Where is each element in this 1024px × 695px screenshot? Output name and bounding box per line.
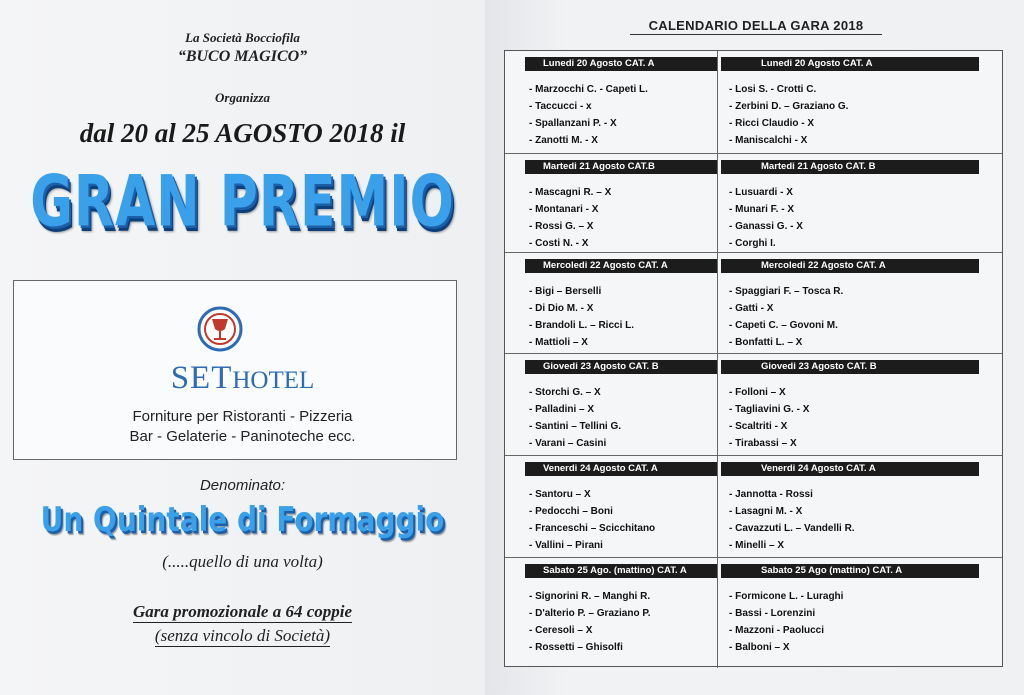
match-entry: - Di Dio M. - X: [529, 303, 594, 314]
match-entry: - Brandoli L. – Ricci L.: [529, 320, 635, 331]
sponsor-line-1: Forniture per Ristoranti - Pizzeria: [132, 408, 353, 425]
match-entry: - Zerbini D. – Graziano G.: [729, 101, 849, 112]
match-list-left: [529, 283, 715, 351]
column-divider: [717, 456, 718, 557]
match-entry: - Bonfatti L. – X: [729, 337, 803, 348]
match-entry: - Losi S. - Crotti C.: [729, 84, 817, 95]
day-header-left: Venerdi 24 Agosto CAT. A: [525, 462, 717, 476]
match-entry: - Mattioli – X: [529, 337, 588, 348]
column-divider: [717, 51, 718, 153]
gara-description: [0, 602, 485, 622]
match-entry: - Varani – Casini: [529, 438, 607, 449]
match-entry: - Bigi – Berselli: [529, 286, 602, 297]
match-entry: - D'alterio P. – Graziano P.: [529, 608, 651, 619]
match-entry: - Cavazzuti L. – Vandelli R.: [729, 523, 855, 534]
event-dates: dal 20 al 25 AGOSTO 2018 il: [79, 118, 406, 148]
match-entry: - Vallini – Pirani: [529, 540, 603, 551]
match-entry: - Jannotta - Rossi: [729, 489, 813, 500]
event-title: GRAN PREMIO: [30, 162, 455, 243]
column-divider: [717, 354, 718, 455]
match-list-left: [529, 184, 715, 252]
match-entry: - Lasagni M. - X: [729, 506, 803, 517]
match-list-left: [529, 588, 715, 656]
club-name: “BUCO MAGICO”: [177, 48, 308, 65]
match-entry: - Spaggiari F. – Tosca R.: [729, 286, 844, 297]
day-block: [505, 252, 1002, 353]
prize-name: Un Quintale di Formaggio: [40, 500, 445, 540]
match-entry: - Montanari - X: [529, 204, 599, 215]
denominato-label: Denominato:: [199, 477, 286, 494]
match-entry: - Zanotti M. - X: [529, 135, 598, 146]
match-entry: - Mascagni R. – X: [529, 187, 612, 198]
society-label: La Società Bocciofila: [185, 30, 300, 45]
match-entry: - Santoru – X: [529, 489, 591, 500]
sponsor-name: [0, 360, 485, 397]
day-block: [505, 51, 1002, 153]
match-entry: - Marzocchi C. - Capeti L.: [529, 84, 648, 95]
match-entry: - Folloni – X: [729, 387, 786, 398]
match-entry: - Scaltriti - X: [729, 421, 788, 432]
match-list-right: [729, 384, 999, 452]
match-entry: - Capeti C. – Govoni M.: [729, 320, 838, 331]
match-entry: - Lusuardi - X: [729, 187, 793, 198]
match-list-right: [729, 283, 999, 351]
senza-text: (senza vincolo di Società): [154, 626, 331, 645]
match-list-left: [529, 81, 715, 149]
match-entry: - Taccucci - x: [529, 101, 592, 112]
match-list-left: [529, 384, 715, 452]
match-entry: - Spallanzani P. - X: [529, 118, 617, 129]
day-header-left: Mercoledi 22 Agosto CAT. A: [525, 259, 717, 273]
sponsor-line-2: Bar - Gelaterie - Paninoteche ecc.: [129, 428, 356, 445]
day-header-left: Giovedi 23 Agosto CAT. B: [525, 360, 717, 374]
day-block: [505, 153, 1002, 252]
match-list-right: [729, 588, 999, 656]
column-divider: [717, 253, 718, 353]
day-header-right: Venerdi 24 Agosto CAT. A: [721, 462, 979, 476]
match-entry: - Corghi I.: [729, 238, 776, 249]
sponsor-name-bold: SET: [170, 360, 233, 396]
match-entry: - Tagliavini G. - X: [729, 404, 810, 415]
match-list-right: [729, 184, 999, 252]
match-entry: - Ceresoli – X: [529, 625, 593, 636]
flyer-left-page: [0, 0, 485, 695]
match-list-right: [729, 81, 999, 149]
day-header-right: Martedi 21 Agosto CAT. B: [721, 160, 979, 174]
column-divider: [717, 154, 718, 252]
day-block: [505, 557, 1002, 668]
match-list-right: [729, 486, 999, 554]
day-header-right: Sabato 25 Ago (mattino) CAT. A: [721, 564, 979, 578]
column-divider: [717, 558, 718, 668]
match-entry: - Gatti - X: [729, 303, 774, 314]
day-header-left: Sabato 25 Ago. (mattino) CAT. A: [525, 564, 717, 578]
match-entry: - Mazzoni - Paolucci: [729, 625, 825, 636]
day-header-left: Martedi 21 Agosto CAT.B: [525, 160, 717, 174]
match-entry: - Franceschi – Scicchitano: [529, 523, 656, 534]
match-entry: - Bassi - Lorenzini: [729, 608, 816, 619]
match-entry: - Pedocchi – Boni: [529, 506, 613, 517]
match-entry: - Costi N. - X: [529, 238, 589, 249]
match-entry: - Storchi G. – X: [529, 387, 601, 398]
day-block: [505, 353, 1002, 455]
schedule-table: [504, 50, 1003, 667]
day-header-right: Giovedi 23 Agosto CAT. B: [721, 360, 979, 374]
match-entry: - Palladini – X: [529, 404, 595, 415]
day-block: [505, 455, 1002, 557]
match-entry: - Maniscalchi - X: [729, 135, 808, 146]
match-entry: - Minelli – X: [729, 540, 785, 551]
match-entry: - Tirabassi – X: [729, 438, 797, 449]
match-entry: - Balboni – X: [729, 642, 790, 653]
match-entry: - Munari F. - X: [729, 204, 794, 215]
match-list-left: [529, 486, 715, 554]
match-entry: - Rossi G. – X: [529, 221, 594, 232]
match-entry: - Formicone L. - Luraghi: [729, 591, 844, 602]
match-entry: - Ganassi G. - X: [729, 221, 803, 232]
match-entry: - Rossetti – Ghisolfi: [529, 642, 623, 653]
wine-glass-logo-icon: [196, 305, 244, 353]
match-entry: - Signorini R. – Manghi R.: [529, 591, 651, 602]
match-entry: - Santini – Tellini G.: [529, 421, 622, 432]
day-header-left: Lunedi 20 Agosto CAT. A: [525, 57, 717, 71]
senza-vincolo: [0, 626, 485, 646]
gara-text: Gara promozionale a 64 coppie: [132, 602, 353, 621]
day-header-right: Lunedi 20 Agosto CAT. A: [721, 57, 979, 71]
match-entry: - Ricci Claudio - X: [729, 118, 815, 129]
sponsor-name-thin: HOTEL: [232, 367, 315, 394]
day-header-right: Mercoledi 22 Agosto CAT. A: [721, 259, 979, 273]
calendar-title: CALENDARIO DELLA GARA 2018: [630, 18, 882, 35]
organizza-label: Organizza: [215, 90, 270, 105]
prize-note: (.....quello di una volta): [162, 552, 323, 571]
